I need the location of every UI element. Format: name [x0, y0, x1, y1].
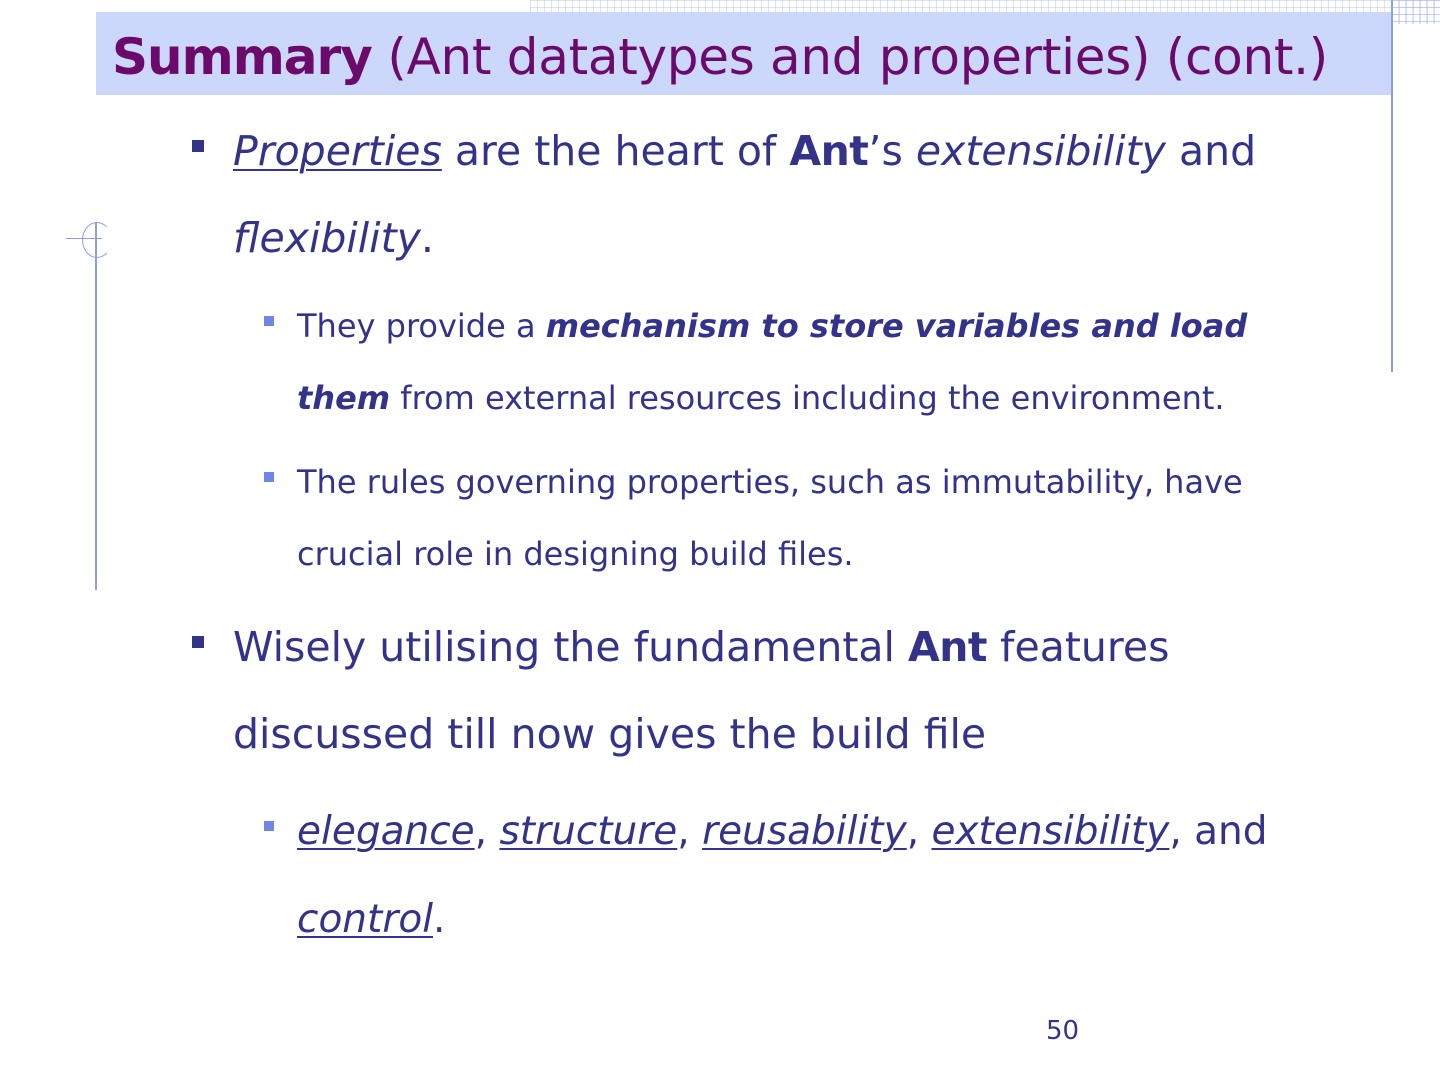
text: The rules governing properties, such as immutability, have crucial role in designing build files.: [297, 463, 1243, 573]
term-flexibility: flexibility: [233, 214, 421, 262]
ant-name: Ant: [907, 623, 988, 671]
text: .: [420, 214, 434, 262]
text: They provide a: [297, 307, 546, 345]
text: , and: [1169, 809, 1268, 854]
term-elegance: elegance: [297, 809, 475, 854]
right-divider: [1391, 0, 1393, 372]
left-divider: [95, 222, 97, 590]
text: ’s: [868, 127, 916, 175]
subbullet-marker: [264, 472, 274, 482]
text: ,: [474, 809, 500, 854]
page-number: 50: [1046, 1016, 1080, 1046]
title-rest: (Ant datatypes and properties) (cont.): [371, 28, 1328, 86]
term-reusability: reusability: [702, 809, 907, 854]
text: ,: [677, 809, 703, 854]
text: and: [1165, 127, 1257, 175]
decorative-grid-corner: [1392, 0, 1440, 24]
text: features discussed till now gives the build file: [233, 623, 1170, 758]
term-extensibility: extensibility: [915, 127, 1166, 175]
term-extensibility: extensibility: [931, 809, 1170, 854]
title-strong: Summary: [112, 28, 372, 86]
slide-title: [112, 26, 1328, 88]
subbullet-marker: [264, 316, 274, 326]
bullet-marker: [192, 140, 204, 152]
left-ornament-arc: [82, 222, 112, 258]
term-control: control: [297, 897, 434, 942]
term-properties: Properties: [233, 127, 442, 175]
subbullet-mechanism: [297, 290, 1337, 434]
text: are the heart of: [441, 127, 790, 175]
emphasis: mechanism to store variables and load them: [297, 307, 1248, 417]
subbullet-marker: [264, 821, 274, 831]
subbullet-rules: [297, 446, 1337, 590]
bullet-properties: [233, 108, 1343, 282]
text: from external resources including the environment.: [390, 379, 1225, 417]
subbullet-qualities: [297, 788, 1357, 964]
bullet-marker: [192, 636, 204, 648]
bullet-wisely: [233, 604, 1343, 778]
term-structure: structure: [499, 809, 678, 854]
text: Wisely utilising the fundamental: [233, 623, 908, 671]
text: .: [433, 897, 446, 942]
ant-name: Ant: [789, 127, 869, 175]
text: ,: [906, 809, 932, 854]
